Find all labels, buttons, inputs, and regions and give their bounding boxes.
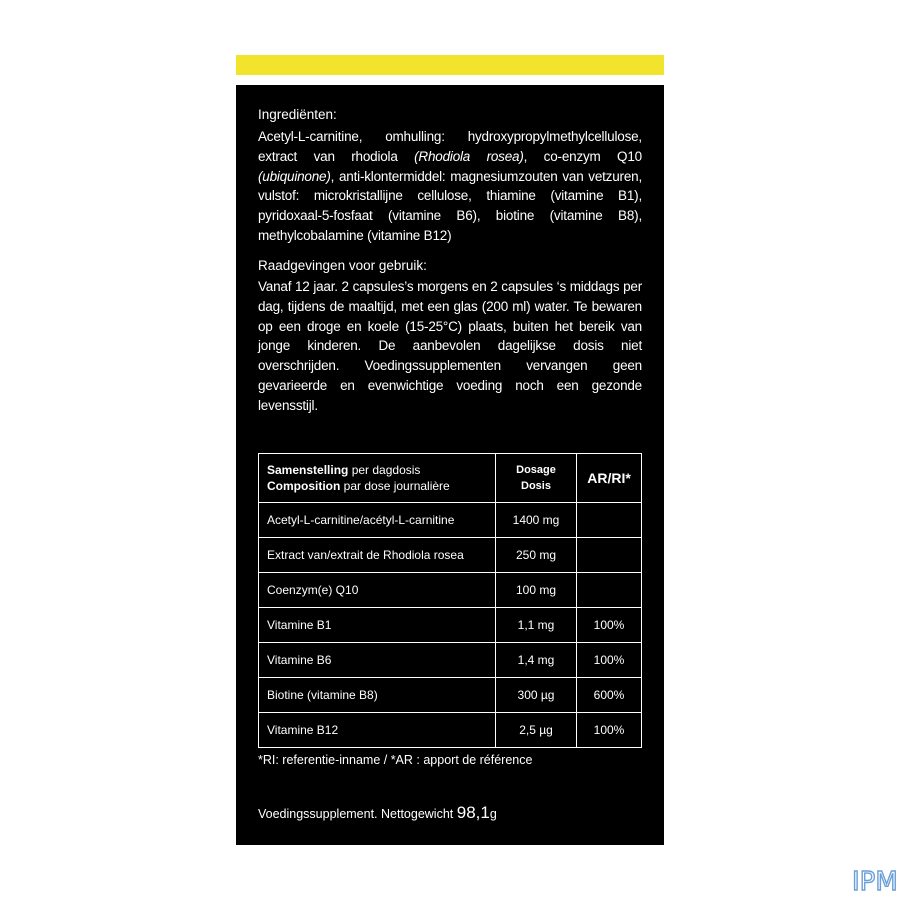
row-ri: 100% xyxy=(577,608,642,643)
ipm-logo xyxy=(852,866,898,897)
row-ingredient: Biotine (vitamine B8) xyxy=(259,678,496,713)
row-dose: 1400 mg xyxy=(496,503,577,538)
net-weight-line: Voedingssupplement. Nettogewicht 98,1g xyxy=(258,803,497,822)
row-dose: 2,5 µg xyxy=(496,713,577,748)
yellow-accent-bar xyxy=(236,55,664,75)
row-ri xyxy=(577,538,642,573)
table-row xyxy=(259,678,642,713)
header-ar-ri: AR/RI* xyxy=(577,454,642,503)
row-ingredient: Acetyl-L-carnitine/acétyl-L-carnitine xyxy=(259,503,496,538)
row-ri: 100% xyxy=(577,713,642,748)
table-row xyxy=(259,538,642,573)
ingredients-text: Acetyl-L-carnitine, omhulling: hydroxypropylmethylcellulose, extract van rhodiola (Rhodiola rosea), co-enzym Q10 (ubiquinone), anti-klontermiddel: magnesiumzouten van vetzuren, vulstof: microkristallijne cellulose, thiamine (vitamine B1), pyridoxaal-5-fosfaat (vitamine B6), biotine (vitamine B8), methylcobalamine (vitamine B12) xyxy=(258,129,642,243)
row-ingredient: Vitamine B12 xyxy=(259,713,496,748)
ipm-logo-text: IPM xyxy=(852,867,898,897)
row-ri: 600% xyxy=(577,678,642,713)
row-ingredient: Vitamine B1 xyxy=(259,608,496,643)
table-row xyxy=(259,713,642,748)
table-row xyxy=(259,573,642,608)
usage-title: Raadgevingen voor gebruik: xyxy=(258,258,427,273)
table-row xyxy=(259,608,642,643)
row-dose: 1,1 mg xyxy=(496,608,577,643)
row-ri xyxy=(577,573,642,608)
row-dose: 300 µg xyxy=(496,678,577,713)
usage-text: Vanaf 12 jaar. 2 capsules’s morgens en 2 capsules ‘s middags per dag, tijdens de maaltijd, met een glas (200 ml) water. Te bewaren op een droge en koele (15-25°C) plaats, buiten het bereik van jonge kinderen. De aanbevolen dagelijkse dosis niet overschrijden. Voedingssupplementen vervangen geen gevarieerde en evenwichtige voeding noch een gezonde levensstijl. xyxy=(258,279,642,413)
table-row xyxy=(259,503,642,538)
row-ri: 100% xyxy=(577,643,642,678)
row-ingredient: Extract van/extrait de Rhodiola rosea xyxy=(259,538,496,573)
row-dose: 1,4 mg xyxy=(496,643,577,678)
table-header-row xyxy=(259,454,642,503)
row-ri xyxy=(577,503,642,538)
ingredients-title: Ingrediënten: xyxy=(258,107,337,122)
footnote: *RI: referentie-inname / *AR : apport de référence xyxy=(258,753,533,767)
label-panel xyxy=(236,85,664,845)
header-composition: Samenstelling per dagdosis Composition par dose journalière xyxy=(259,454,496,503)
row-ingredient: Vitamine B6 xyxy=(259,643,496,678)
header-dosage: Dosage Dosis xyxy=(496,454,577,503)
row-ingredient: Coenzym(e) Q10 xyxy=(259,573,496,608)
composition-table xyxy=(258,453,642,748)
row-dose: 250 mg xyxy=(496,538,577,573)
row-dose: 100 mg xyxy=(496,573,577,608)
table-row xyxy=(259,643,642,678)
